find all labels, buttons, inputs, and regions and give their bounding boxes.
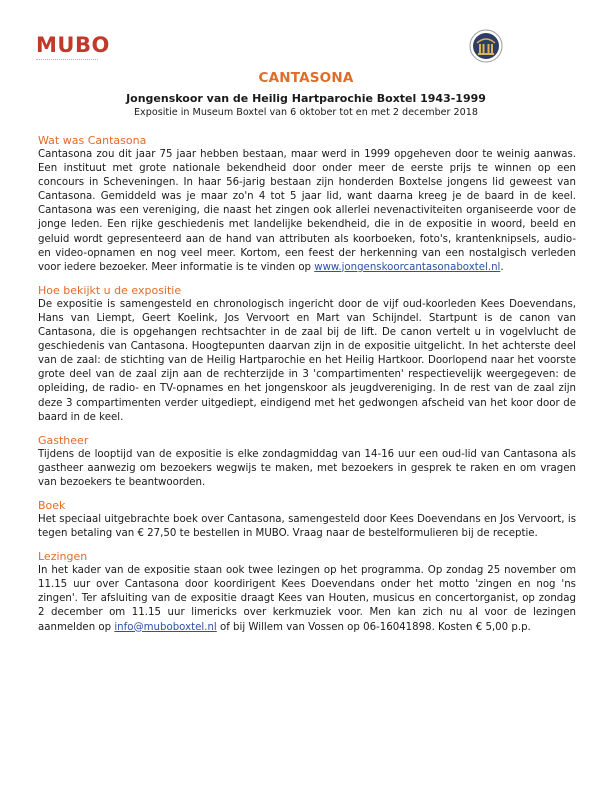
- email-link[interactable]: info@muboboxtel.nl: [114, 621, 217, 633]
- paragraph-text: Cantasona zou dit jaar 75 jaar hebben bestaan, maar werd in 1999 opgeheven door te weinig aanwas. Een instituut met grote nationale bekendheid door onder meer de eerste prijs te winnen op een concours in Scheveningen. In haar 56-jarig bestaan zijn honderden Boxtelse jongens lid geweest van Cantasona. Gemiddeld was je maar zo'n 4 tot 5 jaar lid, want daarna kreeg je de baard in de keel. Cantasona was een vereniging, die naast het zingen ook allerlei nevenactiviteiten organiseerde voor de jonge leden. Een rijke geschiedenis met landelijke bekendheid, die in de expositie in woord, beeld en geluid wordt gepresenteerd aan de hand van attributen als koorboeken, foto's, krantenknipsels, audio- en video-opnamen en nog veel meer. Kortom, een feest der herkenning van een nostalgisch verleden voor iedere bezoeker. Meer informatie is te vinden op: [38, 149, 576, 273]
- section-paragraph: [38, 148, 576, 275]
- page-subtitle: Jongenskoor van de Heilig Hartparochie Boxtel 1943-1999: [126, 92, 486, 105]
- mubo-logo: [36, 34, 116, 64]
- title-block: [0, 70, 612, 120]
- paragraph-text: In het kader van de expositie staan ook twee lezingen op het programma. Op zondag 25 november om 11.15 uur over Cantasona door koordirigent Kees Doevendans onder het motto 'zingen en nog 'ns zingen'. Ter afsluiting van de expositie draagt Kees van Houten, musicus en concertorganist, op zondag 2 december om 11.15 uur limericks over kerkmuziek voor. Men kan zich nu al voor de lezingen aanmelden op: [38, 565, 576, 633]
- section-paragraph: Tijdens de looptijd van de expositie is elke zondagmiddag van 14-16 uur een oud-lid van Cantasona als gastheer aanwezig om bezoekers wegwijs te maken, met bezoekers in gesprek te raken en om vragen van bezoekers te beantwoorden.: [38, 448, 576, 488]
- section-wat-was-cantasona: [38, 134, 576, 275]
- paragraph-text-end: .: [500, 261, 504, 273]
- website-link[interactable]: www.jongenskoorcantasonaboxtel.nl: [314, 261, 501, 273]
- emblem-seal-icon: [469, 29, 503, 63]
- document-body: [38, 134, 576, 644]
- section-paragraph: [38, 564, 576, 634]
- page-title: CANTASONA: [258, 70, 354, 86]
- section-gastheer: [38, 434, 576, 490]
- section-heading: Lezingen: [38, 550, 88, 564]
- section-heading: Gastheer: [38, 433, 89, 447]
- section-paragraph: Het speciaal uitgebrachte boek over Cantasona, samengesteld door Kees Doevendans en Jos Vervoort, is tegen betaling van € 27,50 te bestellen in MUBO. Vraag naar de bestelformulieren bij de receptie.: [38, 513, 576, 540]
- section-hoe-bekijkt-u-de-expositie: [38, 284, 576, 425]
- logo-tagline-line: [36, 59, 98, 62]
- section-boek: [38, 499, 576, 541]
- section-heading: Wat was Cantasona: [38, 134, 147, 147]
- section-heading: Hoe bekijkt u de expositie: [38, 283, 182, 297]
- paragraph-text-end: of bij Willem van Vossen op 06-16041898. Kosten € 5,00 p.p.: [216, 621, 531, 633]
- logo-text: MUBO: [36, 33, 110, 57]
- section-paragraph: De expositie is samengesteld en chronologisch ingericht door de vijf oud-koorleden Kees Doevendans, Hans van Liempt, Geert Koelink, Jos Vervoort en Mart van Schijndel. Startpunt is de canon van Cantasona, die is opgehangen rechtsachter in de zaal bij de lift. De canon vertelt u in vogelvlucht de geschiedenis van Cantasona. Hoogtepunten daarvan zijn in de expositie uitgelicht. In het achterste deel van de zaal: de stichting van de Heilig Hartparochie en het Heilig Hartkoor. Doorlopend naar het voorste grote deel van de zaal zijn aan de rechterzijde in 3 'compartimenten' respectievelijk weergegeven: de opleiding, de radio- en TV-opnames en het jongenskoor als jeugdvereniging. In de rest van de zaal zijn deze 3 compartimenten verder uitgediept, eindigend met het gedwongen afscheid van het koor door de baard in de keel.: [38, 298, 576, 423]
- mubo-logo-wordmark: [36, 34, 116, 56]
- section-lezingen: [38, 550, 576, 634]
- exhibition-dates: Expositie in Museum Boxtel van 6 oktober tot en met 2 december 2018: [134, 107, 478, 118]
- section-heading: Boek: [38, 498, 66, 512]
